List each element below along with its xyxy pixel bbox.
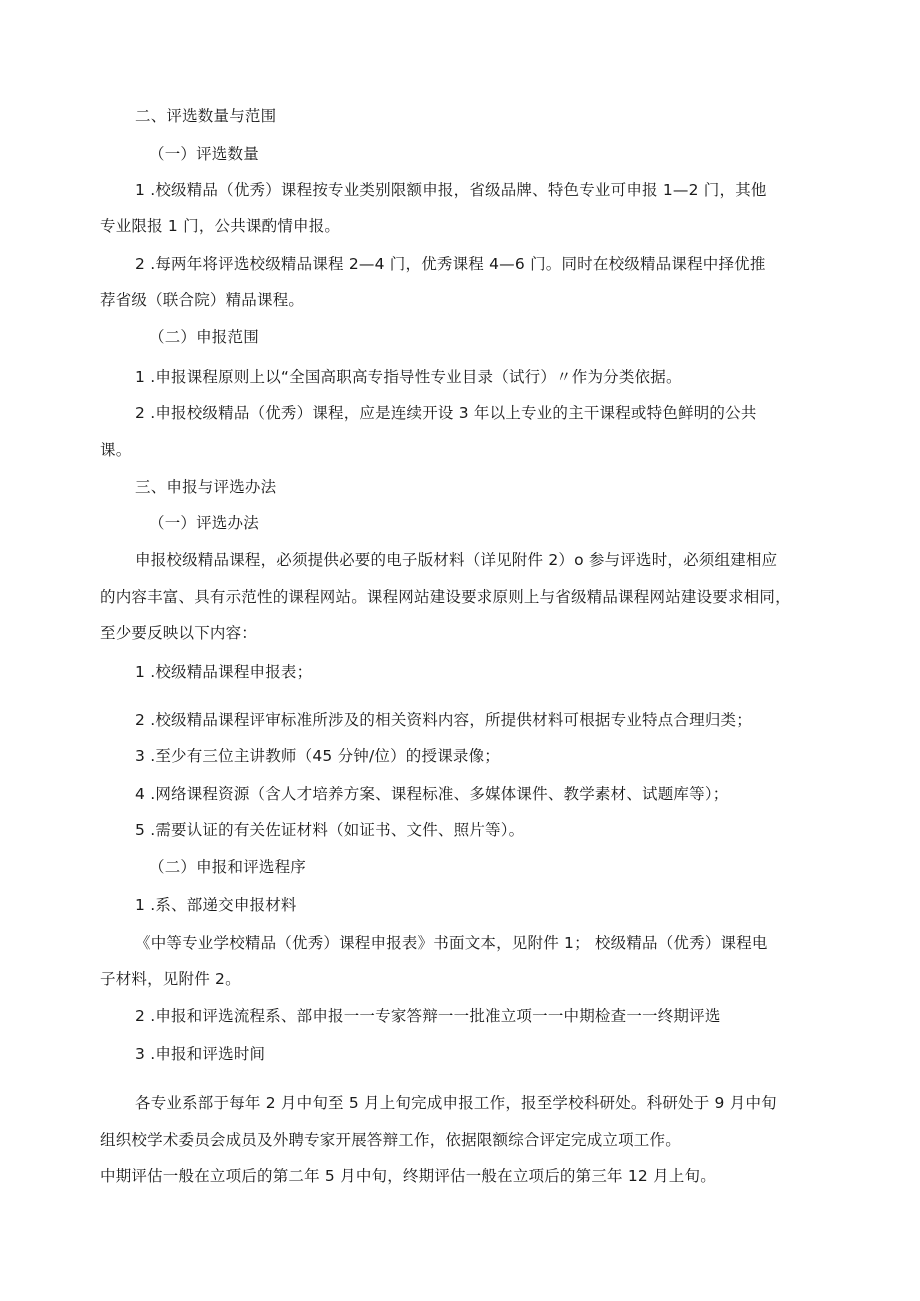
list-item: 5 .需要认证的有关佐证材料（如证书、文件、照片等）。: [135, 821, 525, 839]
list-item: 2 .申报校级精品（优秀）课程，应是连续开设 3 年以上专业的主干课程或特色鲜明的公共: [135, 404, 757, 422]
subsection-heading: （一）评选办法: [149, 514, 259, 532]
list-item: 2 .校级精品课程评审标准所涉及的相关资料内容，所提供材料可根据专业特点合理归类；: [135, 711, 752, 729]
list-item: 1 .校级精品（优秀）课程按专业类别限额申报，省级品牌、特色专业可申报 1—2 门，其他: [135, 181, 767, 199]
subsection-heading: （一）评选数量: [149, 145, 259, 163]
paragraph-line: 申报校级精品课程，必须提供必要的电子版材料（详见附件 2）o 参与评选时，必须组建相应: [135, 551, 778, 569]
paragraph-line: 荐省级（联合院）精品课程。: [100, 291, 305, 309]
paragraph-line: 的内容丰富、具有示范性的课程网站。课程网站建设要求原则上与省级精品课程网站建设要求相同，: [100, 588, 791, 606]
section-heading: 二、评选数量与范围: [135, 107, 277, 125]
list-item: 3 .至少有三位主讲教师（45 分钟/位）的授课录像；: [135, 747, 500, 765]
list-item: 2 .申报和评选流程系、部申报一一专家答辩一一批准立项一一中期检查一一终期评选: [135, 1007, 721, 1025]
paragraph-line: 子材料，见附件 2。: [100, 970, 241, 988]
section-heading: 三、申报与评选办法: [135, 478, 277, 496]
paragraph-line: 《中等专业学校精品（优秀）课程申报表》书面文本，见附件 1； 校级精品（优秀）课程电: [135, 934, 768, 952]
paragraph-line: 各专业系部于每年 2 月中旬至 5 月上旬完成申报工作，报至学校科研处。科研处于 9 月中旬: [135, 1094, 777, 1112]
list-item: 3 .申报和评选时间: [135, 1045, 266, 1063]
paragraph-line: 专业限报 1 门，公共课酌情申报。: [100, 217, 341, 235]
list-item: 4 .网络课程资源（含人才培养方案、课程标准、多媒体课件、教学素材、试题库等）；: [135, 785, 729, 803]
paragraph-line: 至少要反映以下内容：: [100, 624, 258, 642]
paragraph-line: 组织校学术委员会成员及外聘专家开展答辩工作，依据限额综合评定完成立项工作。: [100, 1131, 681, 1149]
paragraph-line: 中期评估一般在立项后的第二年 5 月中旬，终期评估一般在立项后的第三年 12 月上旬。: [100, 1167, 716, 1185]
list-item: 1 .申报课程原则上以“全国高职高专指导性专业目录（试行）〃作为分类依据。: [135, 368, 682, 386]
subsection-heading: （二）申报和评选程序: [149, 858, 307, 876]
list-item: 2 .每两年将评选校级精品课程 2—4 门，优秀课程 4—6 门。同时在校级精品课程中择优推: [135, 255, 766, 273]
list-item: 1 .校级精品课程申报表；: [135, 663, 313, 681]
subsection-heading: （二）申报范围: [149, 328, 259, 346]
list-item: 1 .系、部递交申报材料: [135, 896, 297, 914]
paragraph-line: 课。: [100, 441, 132, 459]
